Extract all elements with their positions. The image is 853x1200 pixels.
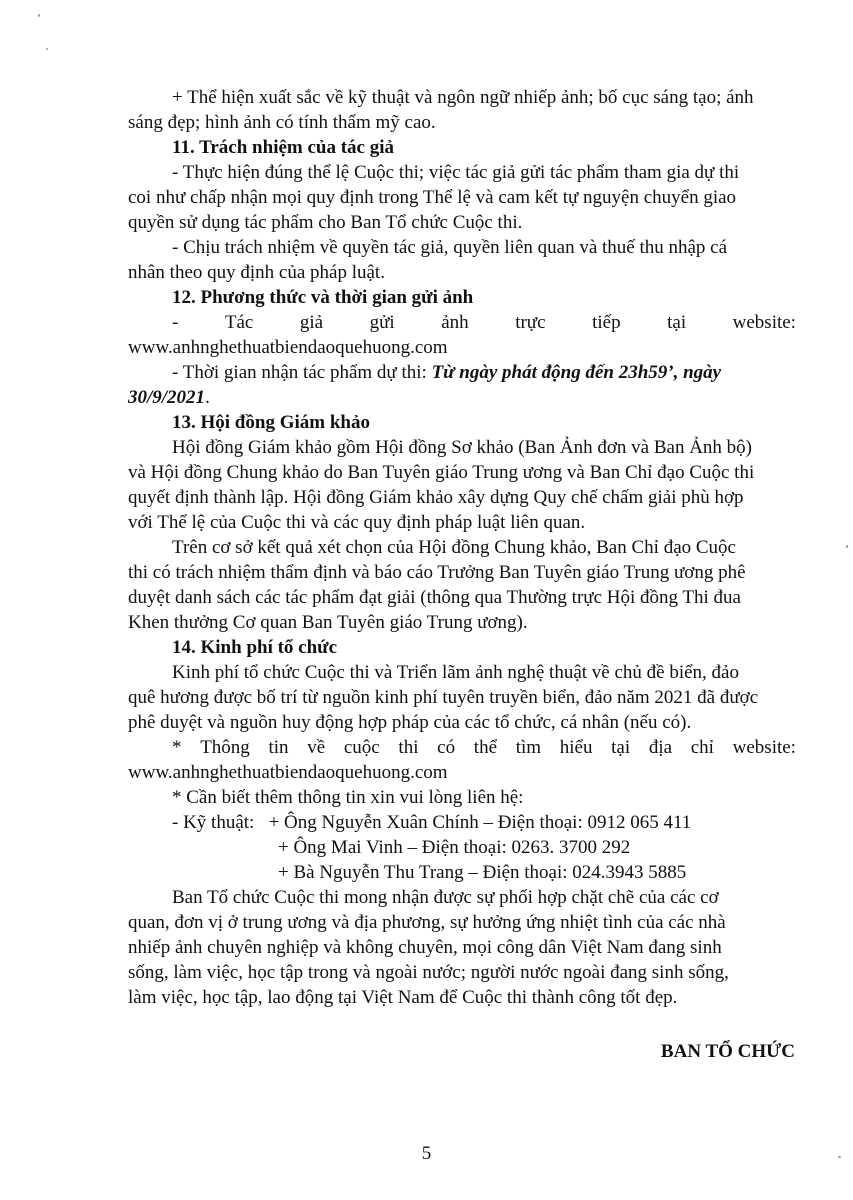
- signature-block: BAN TỔ CHỨC: [660, 1041, 795, 1062]
- deadline-text: Từ ngày phát động đến 23h59’, ngày: [431, 362, 722, 383]
- text-line: sáng đẹp; hình ảnh có tính thẩm mỹ cao.: [128, 112, 436, 133]
- text-line: Khen thưởng Cơ quan Ban Tuyên giáo Trung ương).: [128, 612, 528, 633]
- word: gửi: [369, 312, 395, 333]
- word: giả: [299, 312, 324, 333]
- text-line: quyết định thành lập. Hội đồng Giám khảo xây dựng Quy chế chấm giải phù hợp: [128, 487, 744, 508]
- text-line: Trên cơ sở kết quả xét chọn của Hội đồng Chung khảo, Ban Chỉ đạo Cuộc: [172, 537, 736, 558]
- word: có: [437, 737, 456, 758]
- text-line: nhiếp ảnh chuyên nghiệp và không chuyên, mọi công dân Việt Nam đang sinh: [128, 937, 722, 958]
- section-heading-11: 11. Trách nhiệm của tác giả: [172, 137, 395, 158]
- word: Thông: [200, 737, 250, 758]
- word: chỉ: [690, 737, 714, 758]
- word: thi: [398, 737, 419, 758]
- word: website:: [732, 737, 796, 758]
- text-line: làm việc, học tập, lao động tại Việt Nam để Cuộc thi thành công tốt đẹp.: [128, 987, 678, 1008]
- word: địa: [648, 737, 673, 758]
- scan-speck: [38, 14, 40, 17]
- word: về: [307, 737, 326, 758]
- word: trực: [515, 312, 546, 333]
- section-heading-13: 13. Hội đồng Giám khảo: [172, 412, 370, 433]
- contact-line: - Kỹ thuật: + Ông Nguyễn Xuân Chính – Điện thoại: 0912 065 411: [172, 812, 692, 833]
- word: ảnh: [441, 312, 469, 333]
- word: website:: [732, 312, 796, 333]
- word: tìm: [515, 737, 542, 758]
- word: tin: [268, 737, 289, 758]
- text-line: quyền sử dụng tác phẩm cho Ban Tổ chức Cuộc thi.: [128, 212, 523, 233]
- section-heading-12: 12. Phương thức và thời gian gửi ảnh: [172, 287, 474, 308]
- word: tại: [667, 312, 687, 333]
- text-line: duyệt danh sách các tác phẩm đạt giải (thông qua Thường trực Hội đồng Thi đua: [128, 587, 741, 608]
- section-heading-14: 14. Kinh phí tổ chức: [172, 637, 338, 658]
- text-line: nhân theo quy định của pháp luật.: [128, 262, 385, 283]
- scan-speck: [846, 545, 848, 548]
- text-line: [172, 361, 721, 385]
- word: hiểu: [559, 737, 593, 758]
- contact-line: + Bà Nguyễn Thu Trang – Điện thoại: 024.3943 5885: [278, 862, 687, 883]
- justified-line: [172, 736, 796, 760]
- justified-line: [172, 311, 796, 335]
- text-line: thi có trách nhiệm thẩm định và báo cáo Trưởng Ban Tuyên giáo Trung ương phê: [128, 562, 746, 583]
- text-line: * Cần biết thêm thông tin xin vui lòng liên hệ:: [172, 787, 524, 808]
- text-run: .: [205, 387, 210, 408]
- text-line: với Thể lệ của Cuộc thi và các quy định pháp luật liên quan.: [128, 512, 586, 533]
- text-line: Ban Tổ chức Cuộc thi mong nhận được sự phối hợp chặt chẽ của các cơ: [172, 887, 719, 908]
- website-url: www.anhnghethuatbiendaoquehuong.com: [128, 337, 448, 358]
- word: cuộc: [343, 737, 380, 758]
- text-line: + Thể hiện xuất sắc về kỹ thuật và ngôn ngữ nhiếp ảnh; bố cục sáng tạo; ánh: [172, 87, 754, 108]
- contact-line: + Ông Mai Vinh – Điện thoại: 0263. 3700 292: [278, 837, 631, 858]
- word: -: [172, 312, 179, 333]
- text-line: - Chịu trách nhiệm về quyền tác giả, quyền liên quan và thuế thu nhập cá: [172, 237, 728, 258]
- word: tiếp: [592, 312, 621, 333]
- text-line: quê hương được bố trí từ nguồn kinh phí tuyên truyền biển, đảo năm 2021 đã được: [128, 687, 759, 708]
- word: tại: [611, 737, 631, 758]
- website-url: www.anhnghethuatbiendaoquehuong.com: [128, 762, 448, 783]
- text-line: quan, đơn vị ở trung ương và địa phương, sự hưởng ứng nhiệt tình của các nhà: [128, 912, 726, 933]
- word: Tác: [224, 312, 254, 333]
- text-line: và Hội đồng Chung khảo do Ban Tuyên giáo Trung ương và Ban Chỉ đạo Cuộc thi: [128, 462, 755, 483]
- text-line: phê duyệt và nguồn huy động hợp pháp của các tổ chức, cá nhân (nếu có).: [128, 712, 692, 733]
- text-line: coi như chấp nhận mọi quy định trong Thể lệ và cam kết tự nguyện chuyển giao: [128, 187, 737, 208]
- text-line: Kinh phí tổ chức Cuộc thi và Triển lãm ảnh nghệ thuật về chủ đề biển, đảo: [172, 662, 739, 683]
- scan-speck: [46, 48, 48, 50]
- text-line: Hội đồng Giám khảo gồm Hội đồng Sơ khảo (Ban Ảnh đơn và Ban Ảnh bộ): [172, 437, 753, 458]
- word: *: [172, 737, 182, 758]
- deadline-date: 30/9/2021: [128, 387, 206, 408]
- text-line: sống, làm việc, học tập trong và ngoài nước; người nước ngoài đang sinh sống,: [128, 962, 729, 983]
- page-number: 5: [421, 1143, 432, 1164]
- text-line: - Thực hiện đúng thể lệ Cuộc thi; việc tác giả gửi tác phẩm tham gia dự thi: [172, 162, 740, 183]
- word: thể: [473, 737, 498, 758]
- text-line: [128, 386, 210, 410]
- text-run: - Thời gian nhận tác phẩm dự thi:: [172, 362, 432, 383]
